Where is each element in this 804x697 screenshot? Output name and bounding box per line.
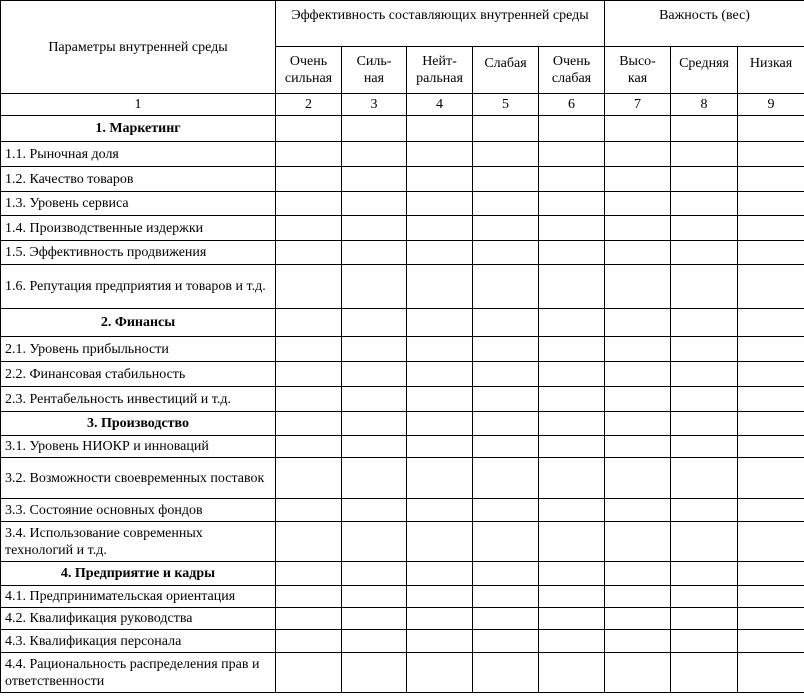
table-cell bbox=[342, 653, 407, 693]
table-cell bbox=[276, 362, 342, 387]
table-cell bbox=[276, 653, 342, 693]
table-cell bbox=[342, 216, 407, 241]
table-cell bbox=[671, 522, 738, 562]
table-cell bbox=[276, 608, 342, 630]
table-cell bbox=[539, 499, 605, 522]
table-cell bbox=[605, 265, 671, 309]
table-row bbox=[1, 337, 804, 362]
parameter-label: 2.2. Финансовая стабильность bbox=[1, 362, 276, 387]
table-cell bbox=[539, 653, 605, 693]
table-cell bbox=[407, 630, 473, 653]
table-cell bbox=[407, 653, 473, 693]
table-cell bbox=[473, 216, 539, 241]
table-cell bbox=[738, 387, 804, 412]
table-cell bbox=[738, 436, 804, 458]
table-cell bbox=[738, 522, 804, 562]
table-cell bbox=[605, 562, 671, 586]
table-cell bbox=[738, 192, 804, 216]
table-row bbox=[1, 653, 804, 693]
table-cell bbox=[605, 192, 671, 216]
table-row bbox=[1, 586, 804, 608]
table-cell bbox=[539, 458, 605, 499]
table-cell bbox=[473, 142, 539, 167]
table-cell bbox=[276, 241, 342, 265]
section-title: 4. Предприятие и кадры bbox=[1, 562, 276, 586]
table-cell bbox=[738, 499, 804, 522]
table-row bbox=[1, 142, 804, 167]
table-cell bbox=[605, 499, 671, 522]
table-cell bbox=[276, 265, 342, 309]
table-cell bbox=[342, 265, 407, 309]
table-cell bbox=[276, 167, 342, 192]
table-cell bbox=[738, 458, 804, 499]
table-cell bbox=[539, 387, 605, 412]
table-cell bbox=[473, 192, 539, 216]
table-cell bbox=[671, 412, 738, 436]
table-cell bbox=[276, 562, 342, 586]
table-cell bbox=[407, 116, 473, 142]
section-row bbox=[1, 412, 804, 436]
table-row bbox=[1, 499, 804, 522]
table-cell bbox=[738, 241, 804, 265]
table-cell bbox=[473, 608, 539, 630]
parameter-label: 4.2. Квалификация руководства bbox=[1, 608, 276, 630]
parameter-label: 3.3. Состояние основных фондов bbox=[1, 499, 276, 522]
table-cell bbox=[671, 337, 738, 362]
column-number: 2 bbox=[276, 94, 342, 116]
table-cell bbox=[539, 216, 605, 241]
header-efficiency: Эффективность составляющих внутренней среды bbox=[276, 1, 605, 47]
table-cell bbox=[671, 436, 738, 458]
header-col-very-strong: Очень сильная bbox=[276, 47, 342, 94]
column-number: 7 bbox=[605, 94, 671, 116]
column-number: 4 bbox=[407, 94, 473, 116]
parameter-label: 1.1. Рыночная доля bbox=[1, 142, 276, 167]
table-cell bbox=[473, 436, 539, 458]
table-cell bbox=[276, 387, 342, 412]
table-cell bbox=[473, 653, 539, 693]
table-cell bbox=[671, 142, 738, 167]
column-number: 8 bbox=[671, 94, 738, 116]
table-cell bbox=[276, 458, 342, 499]
header-col-medium: Средняя bbox=[671, 47, 738, 94]
table-cell bbox=[738, 142, 804, 167]
table-cell bbox=[342, 387, 407, 412]
table-cell bbox=[276, 522, 342, 562]
table-cell bbox=[407, 142, 473, 167]
table-row bbox=[1, 265, 804, 309]
table-cell bbox=[671, 562, 738, 586]
column-number: 3 bbox=[342, 94, 407, 116]
parameter-label: 4.1. Предпринимательская ориентация bbox=[1, 586, 276, 608]
table-cell bbox=[738, 216, 804, 241]
table-row bbox=[1, 216, 804, 241]
column-number: 6 bbox=[539, 94, 605, 116]
table-cell bbox=[473, 562, 539, 586]
parameter-label: 1.3. Уровень сервиса bbox=[1, 192, 276, 216]
table-cell bbox=[738, 653, 804, 693]
table-cell bbox=[407, 586, 473, 608]
parameter-label: 2.1. Уровень прибыльности bbox=[1, 337, 276, 362]
table-body bbox=[1, 116, 804, 693]
header-col-high: Высо- кая bbox=[605, 47, 671, 94]
table-cell bbox=[671, 458, 738, 499]
table-row bbox=[1, 522, 804, 562]
table-cell bbox=[539, 167, 605, 192]
parameter-label: 4.3. Квалификация персонала bbox=[1, 630, 276, 653]
table-row bbox=[1, 608, 804, 630]
table-row bbox=[1, 387, 804, 412]
table-cell bbox=[671, 586, 738, 608]
table-cell bbox=[539, 241, 605, 265]
table-cell bbox=[539, 436, 605, 458]
table-cell bbox=[342, 362, 407, 387]
table-cell bbox=[407, 387, 473, 412]
table-cell bbox=[605, 630, 671, 653]
section-title: 2. Финансы bbox=[1, 309, 276, 337]
table-cell bbox=[738, 412, 804, 436]
parameter-label: 3.4. Использование современных технологий и т.д. bbox=[1, 522, 276, 562]
table-cell bbox=[671, 653, 738, 693]
header-col-very-weak: Очень слабая bbox=[539, 47, 605, 94]
parameter-label: 1.2. Качество товаров bbox=[1, 167, 276, 192]
table-cell bbox=[671, 265, 738, 309]
table-row bbox=[1, 436, 804, 458]
parameter-label: 3.2. Возможности своевременных поставок bbox=[1, 458, 276, 499]
column-number: 1 bbox=[1, 94, 276, 116]
table-cell bbox=[407, 362, 473, 387]
table-cell bbox=[738, 337, 804, 362]
table-cell bbox=[539, 192, 605, 216]
table-cell bbox=[473, 116, 539, 142]
table-cell bbox=[671, 499, 738, 522]
table-cell bbox=[473, 387, 539, 412]
table-cell bbox=[342, 499, 407, 522]
section-row bbox=[1, 562, 804, 586]
parameter-label: 1.6. Репутация предприятия и товаров и т.д. bbox=[1, 265, 276, 309]
table-cell bbox=[276, 586, 342, 608]
table-cell bbox=[738, 608, 804, 630]
table-cell bbox=[407, 309, 473, 337]
table-cell bbox=[473, 630, 539, 653]
table-cell bbox=[342, 522, 407, 562]
table-header bbox=[1, 1, 804, 116]
table-cell bbox=[342, 116, 407, 142]
table-cell bbox=[605, 412, 671, 436]
column-numbers-row bbox=[1, 94, 804, 116]
table-cell bbox=[539, 608, 605, 630]
table-cell bbox=[473, 458, 539, 499]
table-cell bbox=[276, 142, 342, 167]
table-cell bbox=[539, 630, 605, 653]
table-cell bbox=[605, 608, 671, 630]
table-cell bbox=[539, 265, 605, 309]
section-title: 1. Маркетинг bbox=[1, 116, 276, 142]
table-cell bbox=[605, 116, 671, 142]
table-cell bbox=[276, 337, 342, 362]
table-cell bbox=[605, 216, 671, 241]
table-cell bbox=[276, 216, 342, 241]
table-cell bbox=[605, 458, 671, 499]
table-cell bbox=[605, 436, 671, 458]
table-cell bbox=[605, 309, 671, 337]
table-cell bbox=[738, 116, 804, 142]
table-cell bbox=[671, 116, 738, 142]
table-cell bbox=[671, 192, 738, 216]
table-cell bbox=[276, 309, 342, 337]
table-cell bbox=[342, 192, 407, 216]
table-cell bbox=[276, 630, 342, 653]
table-cell bbox=[539, 586, 605, 608]
header-col-strong: Силь- ная bbox=[342, 47, 407, 94]
table-cell bbox=[738, 362, 804, 387]
table-cell bbox=[671, 387, 738, 412]
table-cell bbox=[407, 458, 473, 499]
column-number: 9 bbox=[738, 94, 804, 116]
table-cell bbox=[671, 309, 738, 337]
table-cell bbox=[407, 436, 473, 458]
table-cell bbox=[473, 167, 539, 192]
table-cell bbox=[671, 608, 738, 630]
parameter-label: 3.1. Уровень НИОКР и инноваций bbox=[1, 436, 276, 458]
table-cell bbox=[342, 562, 407, 586]
header-col-neutral: Нейт- ральная bbox=[407, 47, 473, 94]
table-cell bbox=[605, 653, 671, 693]
table-cell bbox=[539, 309, 605, 337]
table-cell bbox=[539, 362, 605, 387]
table-cell bbox=[738, 562, 804, 586]
table-cell bbox=[605, 522, 671, 562]
table-cell bbox=[473, 586, 539, 608]
table-cell bbox=[407, 216, 473, 241]
table-cell bbox=[342, 436, 407, 458]
table-cell bbox=[473, 499, 539, 522]
table-row bbox=[1, 362, 804, 387]
table-row bbox=[1, 192, 804, 216]
table-cell bbox=[342, 241, 407, 265]
table-cell bbox=[473, 412, 539, 436]
table-cell bbox=[342, 458, 407, 499]
table-cell bbox=[671, 216, 738, 241]
table-cell bbox=[473, 265, 539, 309]
table-row bbox=[1, 241, 804, 265]
table-cell bbox=[539, 142, 605, 167]
table-cell bbox=[276, 116, 342, 142]
table-cell bbox=[539, 412, 605, 436]
table-cell bbox=[342, 309, 407, 337]
table-cell bbox=[407, 562, 473, 586]
table-cell bbox=[473, 241, 539, 265]
table-cell bbox=[539, 337, 605, 362]
table-cell bbox=[539, 116, 605, 142]
table-cell bbox=[342, 630, 407, 653]
parameter-label: 1.5. Эффективность продвижения bbox=[1, 241, 276, 265]
table-cell bbox=[473, 362, 539, 387]
table-cell bbox=[671, 630, 738, 653]
table-cell bbox=[276, 436, 342, 458]
table-cell bbox=[738, 309, 804, 337]
table-cell bbox=[605, 167, 671, 192]
table-cell bbox=[407, 241, 473, 265]
table-cell bbox=[738, 586, 804, 608]
header-col-weak: Слабая bbox=[473, 47, 539, 94]
table-cell bbox=[407, 265, 473, 309]
table-cell bbox=[671, 241, 738, 265]
table-cell bbox=[738, 167, 804, 192]
table-cell bbox=[276, 412, 342, 436]
parameter-label: 2.3. Рентабельность инвестиций и т.д. bbox=[1, 387, 276, 412]
table-cell bbox=[342, 142, 407, 167]
table-cell bbox=[605, 337, 671, 362]
table-cell bbox=[473, 522, 539, 562]
table-cell bbox=[407, 608, 473, 630]
parameter-label: 4.4. Рациональность распределения прав и ответственности bbox=[1, 653, 276, 693]
parameter-label: 1.4. Производственные издержки bbox=[1, 216, 276, 241]
table-row bbox=[1, 630, 804, 653]
table-cell bbox=[473, 309, 539, 337]
section-row bbox=[1, 309, 804, 337]
table-cell bbox=[407, 522, 473, 562]
table-cell bbox=[605, 387, 671, 412]
table-cell bbox=[342, 337, 407, 362]
table-cell bbox=[605, 362, 671, 387]
table-cell bbox=[539, 522, 605, 562]
table-cell bbox=[539, 562, 605, 586]
table-cell bbox=[407, 192, 473, 216]
table-cell bbox=[342, 412, 407, 436]
table-cell bbox=[342, 586, 407, 608]
table-cell bbox=[407, 412, 473, 436]
table-cell bbox=[671, 167, 738, 192]
section-row bbox=[1, 116, 804, 142]
table-cell bbox=[605, 586, 671, 608]
table-cell bbox=[473, 337, 539, 362]
table-cell bbox=[276, 499, 342, 522]
table-cell bbox=[605, 142, 671, 167]
table-cell bbox=[342, 167, 407, 192]
table-row bbox=[1, 167, 804, 192]
header-importance: Важность (вес) bbox=[605, 1, 804, 47]
section-title: 3. Производство bbox=[1, 412, 276, 436]
table-cell bbox=[407, 499, 473, 522]
table-cell bbox=[407, 337, 473, 362]
table-cell bbox=[671, 362, 738, 387]
table-row bbox=[1, 458, 804, 499]
header-col-low: Низкая bbox=[738, 47, 804, 94]
table-cell bbox=[738, 265, 804, 309]
table-cell bbox=[342, 608, 407, 630]
column-number: 5 bbox=[473, 94, 539, 116]
table-cell bbox=[605, 241, 671, 265]
table-cell bbox=[276, 192, 342, 216]
header-params: Параметры внутренней среды bbox=[1, 1, 276, 94]
table-cell bbox=[407, 167, 473, 192]
table-cell bbox=[738, 630, 804, 653]
